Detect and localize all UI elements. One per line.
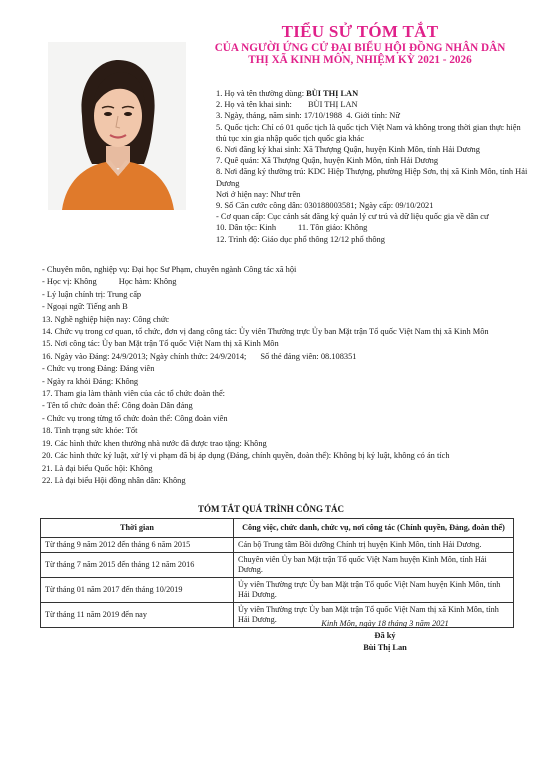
document-subtitle-2: THỊ XÃ KINH MÔN, NHIỆM KỲ 2021 - 2026 <box>248 54 472 67</box>
info-item-birth-registration: 6. Nơi đăng ký khai sinh: Xã Thượng Quận, huyện Kinh Môn, tỉnh Hải Dương <box>216 145 480 155</box>
table-row <box>41 578 514 603</box>
table-row <box>41 553 514 578</box>
info-item-citizen-id: 9. Số Căn cước công dân: 030188003581; Ngày cấp: 09/10/2021 <box>216 201 434 211</box>
info-item-ethnicity-religion: 10. Dân tộc: Kinh 11. Tôn giáo: Không <box>216 223 368 233</box>
info-item-party-dates: 16. Ngày vào Đảng: 24/9/2013; Ngày chính thức: 24/9/2014; Số thẻ đảng viên: 08.108351 <box>42 351 357 361</box>
header-time: Thời gian <box>41 519 234 538</box>
cell-job: Chuyên viên Ủy ban Mặt trận Tổ quốc Việt Nam huyện Kinh Môn, tỉnh Hải Dương. <box>234 553 514 578</box>
work-history-table <box>40 518 514 628</box>
cell-time: Từ tháng 7 năm 2015 đến tháng 12 năm 2016 <box>41 553 234 578</box>
info-item-birthdate-gender: 3. Ngày, tháng, năm sinh: 17/10/1988 4. Giới tính: Nữ <box>216 111 400 121</box>
document-subtitle-1: CỦA NGƯỜI ỨNG CỬ ĐẠI BIỂU HỘI ĐỒNG NHÂN DÂN <box>214 41 506 54</box>
info-item-health: 18. Tình trạng sức khỏe: Tốt <box>42 426 138 436</box>
cell-job: Cán bộ Trung tâm Bồi dưỡng Chính trị huyện Kinh Môn, tỉnh Hải Dương. <box>234 538 514 553</box>
work-history-title: TÓM TẮT QUÁ TRÌNH CÔNG TÁC <box>197 504 345 514</box>
document-title-block <box>190 22 530 67</box>
info-item-party-exit: - Ngày ra khỏi Đảng: Không <box>42 376 139 386</box>
info-item-organization-name: - Tên tổ chức đoàn thể: Công đoàn Dân đảng <box>42 401 193 411</box>
info-item-position: 14. Chức vụ trong cơ quan, tổ chức, đơn vị đang công tác: Ủy viên Thường trực Ủy ban Mặt trận Tổ quốc Việt Nam thị xã Kinh Môn <box>42 327 489 337</box>
info-item-awards: 19. Các hình thức khen thưởng nhà nước đã được trao tặng: Không <box>42 438 267 448</box>
info-item-education: 12. Trình độ: Giáo dục phổ thông 12/12 phổ thông <box>216 234 385 244</box>
info-item-hometown: 7. Quê quán: Xã Thượng Quận, huyện Kinh Môn, tỉnh Hải Dương <box>216 156 439 166</box>
info-item-party-position: - Chức vụ trong Đảng: Đảng viên <box>42 364 155 374</box>
info-item-nationality: 5. Quốc tịch: Chỉ có 01 quốc tịch là quốc tịch Việt Nam và không trong thời gian thực hiện thủ tục xin gia nhập quốc tịch quốc gia khác <box>216 122 521 143</box>
place-date: Kinh Môn, ngày 18 tháng 3 năm 2021 <box>321 619 449 628</box>
cell-time: Từ tháng 9 năm 2012 đến tháng 6 năm 2015 <box>41 538 234 553</box>
header-job: Công việc, chức danh, chức vụ, nơi công tác (Chính quyền, Đảng, đoàn thể) <box>234 519 514 538</box>
info-item-national-assembly: 21. Là đại biểu Quốc hội: Không <box>42 463 153 473</box>
cell-time: Từ tháng 01 năm 2017 đến tháng 10/2019 <box>41 578 234 603</box>
cell-time: Từ tháng 11 năm 2019 đến nay <box>41 603 234 628</box>
personal-info-full <box>42 264 534 487</box>
info-item-organization-role: - Chức vụ trong từng tổ chức đoàn thể: Công đoàn viên <box>42 413 228 423</box>
portrait-image <box>48 42 186 210</box>
info-item-degree: - Học vị: Không Học hàm: Không <box>42 277 177 287</box>
info-item-occupation: 13. Nghề nghiệp hiện nay: Công chức <box>42 314 170 324</box>
candidate-portrait-photo <box>48 42 186 210</box>
info-item-discipline: 20. Các hình thức kỷ luật, xử lý vi phạm đã bị áp dụng (Đảng, chính quyền, đoàn thể): Không bị kỷ luật, không có án tích <box>42 451 450 461</box>
cell-job: Ủy viên Thường trực Ủy ban Mặt trận Tổ quốc Việt Nam thị xã Kinh Môn, tỉnh Hải Dương. <box>234 603 514 628</box>
info-item-workplace: 15. Nơi công tác: Ủy ban Mặt trận Tổ quốc Việt Nam thị xã Kinh Môn <box>42 339 279 349</box>
info-item-specialty: - Chuyên môn, nghiệp vụ: Đại học Sư Phạm, chuyên ngành Công tác xã hội <box>42 265 297 274</box>
info-item-issuing-authority: - Cơ quan cấp: Cục cảnh sát đăng ký quản lý cư trú và dữ liệu quốc gia về dân cư <box>216 212 489 222</box>
info-item-birth-name: 2. Họ và tên khai sinh: BÙI THỊ LAN <box>216 100 358 110</box>
cell-job: Ủy viên Thường trực Ủy ban Mặt trận Tổ quốc Việt Nam huyện Kinh Môn, tỉnh Hải Dương. <box>234 578 514 603</box>
table-row <box>41 538 514 553</box>
info-item-current-residence: Nơi ở hiện nay: Như trên <box>216 189 301 199</box>
document-title: TIỂU SỬ TÓM TẮT <box>281 22 439 41</box>
personal-info-right <box>216 88 532 245</box>
signer-name: Bùi Thị Lan <box>363 643 407 652</box>
signature-block <box>310 618 460 654</box>
signed-note: Đã ký <box>374 631 396 640</box>
info-item-common-name: 1. Họ và tên thường dùng: BÙI THỊ LAN <box>216 89 359 98</box>
info-item-organizations: 17. Tham gia làm thành viên của các tổ chức đoàn thể: <box>42 389 225 399</box>
info-item-permanent-address: 8. Nơi đăng ký thường trú: KDC Hiệp Thượng, phường Hiệp Sơn, thị xã Kinh Môn, tỉnh Hải Dương <box>216 167 528 188</box>
table-header-row <box>41 519 514 538</box>
info-item-peoples-council: 22. Là đại biểu Hội đồng nhân dân: Không <box>42 475 186 485</box>
info-item-foreign-language: - Ngoại ngữ: Tiếng anh B <box>42 302 128 312</box>
info-item-political-theory: - Lý luận chính trị: Trung cấp <box>42 289 142 299</box>
